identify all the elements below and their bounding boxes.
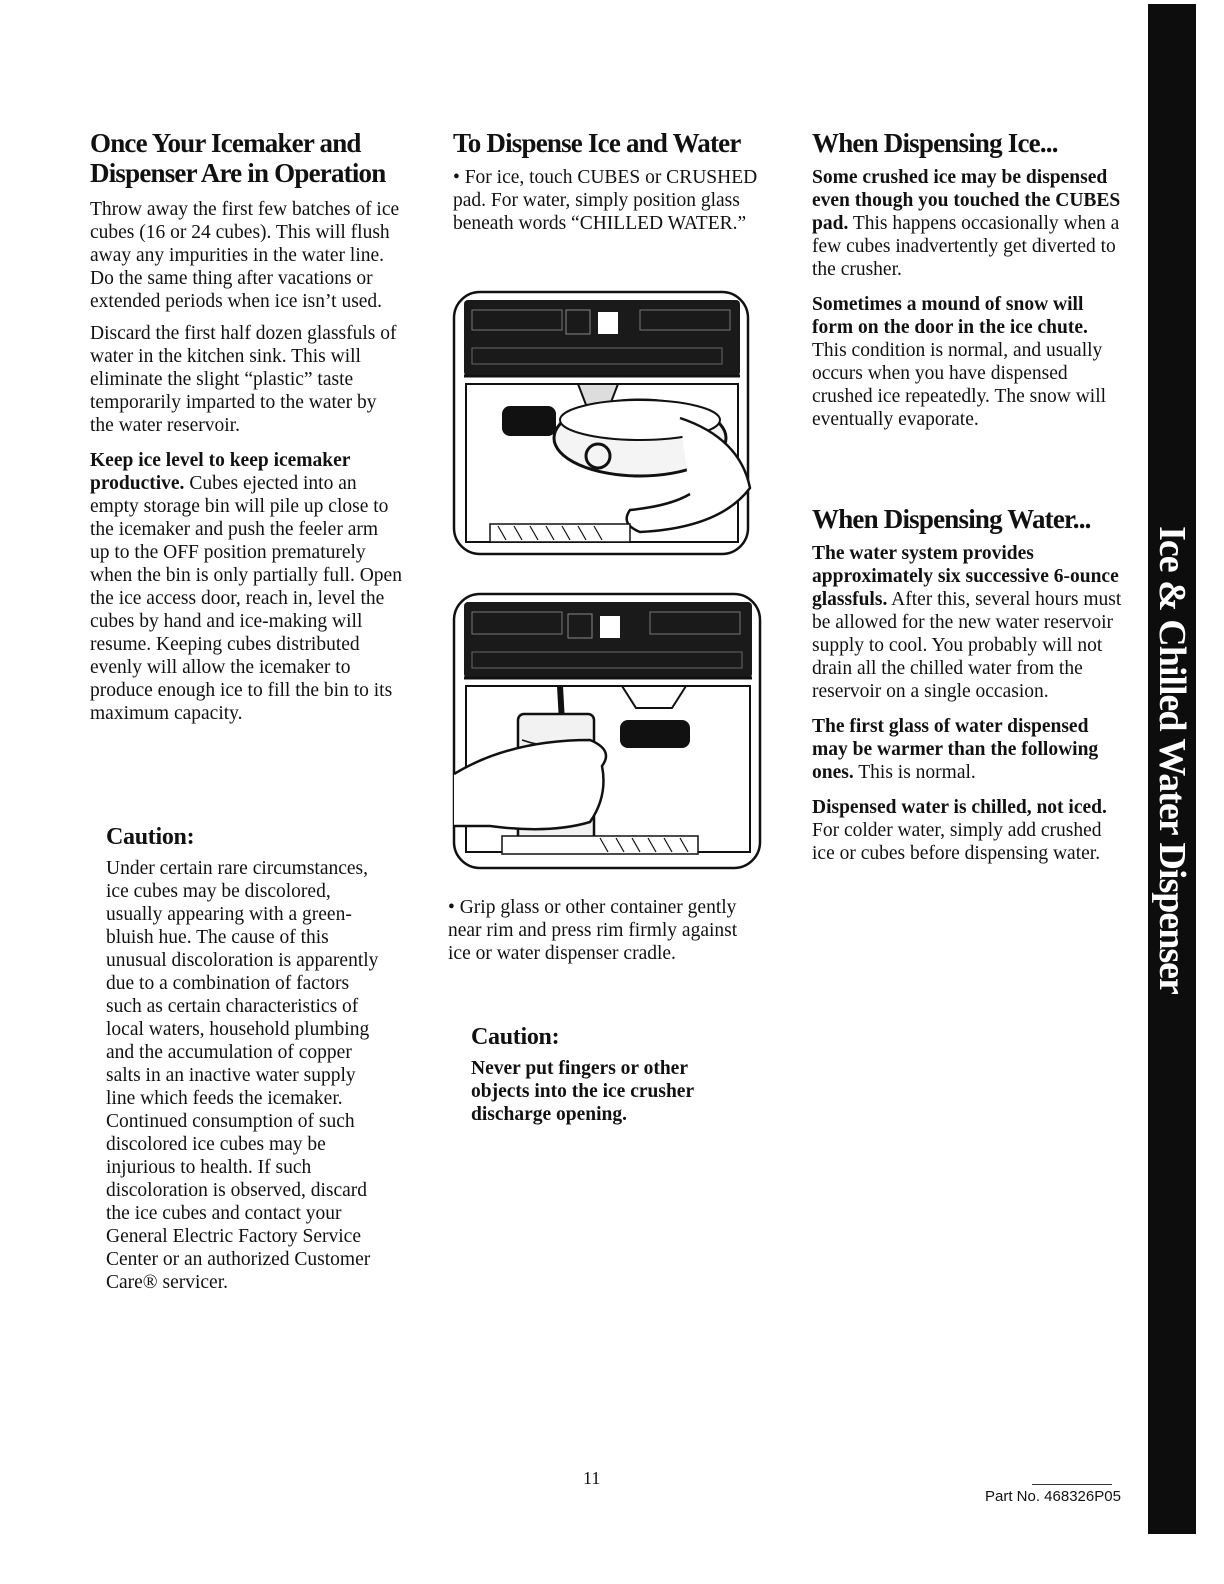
dispensing-water-paragraph-2 (812, 715, 1122, 784)
first-glass-text: This is normal. (853, 762, 976, 783)
operation-paragraph-2: Discard the first half dozen glassfuls of water in the kitchen sink. This will eliminate the slight “plastic” taste temporarily imparted to the water by the water reservoir. (90, 323, 397, 436)
control-panel (464, 300, 740, 376)
snow-mound-text: This condition is normal, and usually occurs when you have dispensed crushed ice repeatedly. The snow will eventually evaporate. (812, 340, 1107, 430)
right-water-column (812, 504, 1122, 865)
operation-heading-line2: Dispenser Are in Operation (90, 158, 386, 188)
dispensing-water-paragraph-1 (812, 542, 1122, 703)
middle-caution-block (471, 1024, 733, 1126)
drip-tray (490, 524, 630, 542)
first-glass-lead: The first glass of water dispensed may be warmer than the following ones. (812, 716, 1099, 783)
middle-caution-text: Never put fingers or other objects into the ice crusher discharge opening. (471, 1058, 694, 1125)
middle-lower-column (448, 896, 738, 965)
middle-column (453, 128, 761, 235)
dispensing-water-heading: When Dispensing Water... (812, 504, 1091, 534)
water-dispensing-illustration (450, 590, 766, 874)
snow-mound-lead: Sometimes a mound of snow will form on the door in the ice chute. (812, 294, 1088, 338)
left-caution-text: Under certain rare circumstances, ice cubes may be discolored, usually appearing with a green-bluish hue. The cause of this unusual discoloration is apparently due to a combination of factors such as certain characteristics of local waters, household plumbing and the accumulation of copper salts in an inactive water supply line which feeds the icemaker. Continued consumption of such discolored ice cubes may be injurious to health. If such discoloration is observed, discard the ice cubes and contact your General Electric Factory Service Center or an authorized Customer Care® servicer. (106, 858, 379, 1293)
left-caution-heading: Caution: (106, 824, 195, 850)
left-column (90, 128, 402, 725)
dispense-bullet-1: • For ice, touch CUBES or CRUSHED pad. For water, simply position glass beneath words “CHILLED WATER.” (453, 167, 758, 234)
water-capacity-lead: The water system provides approximately six successive 6-ounce glassfuls. (812, 543, 1119, 610)
operation-heading (90, 128, 402, 188)
water-capacity-text: After this, several hours must be allowed for the new water reservoir supply to cool. You probably will not drain all the chilled water from the reservoir on a single occasion. (812, 589, 1122, 702)
operation-paragraph-3 (90, 449, 402, 725)
middle-caution-heading: Caution: (471, 1024, 560, 1050)
crushed-ice-lead: Some crushed ice may be dispensed even though you touched the CUBES pad. (812, 167, 1121, 234)
section-tab-title: Ice & Chilled Water Dispenser (1151, 526, 1193, 994)
part-number: Part No. 468326P05 (985, 1488, 1121, 1505)
left-caution-block (106, 824, 386, 1294)
dispensing-ice-heading: When Dispensing Ice... (812, 128, 1058, 158)
operation-heading-line1: Once Your Icemaker and (90, 128, 361, 158)
part-number-rule (1032, 1484, 1112, 1485)
control-panel (464, 602, 752, 678)
crushed-ice-text: This happens occasionally when a few cubes inadvertently get diverted to the crusher. (812, 213, 1120, 280)
dispensing-ice-paragraph-1 (812, 166, 1122, 281)
page-number: 11 (583, 1468, 601, 1488)
ice-level-text: Cubes ejected into an empty storage bin will pile up close to the icemaker and push the feeler arm up to the OFF position prematurely when the bin is only partially full. Open the ice access door, reach in, level the cubes by hand and ice-making will resume. Keeping cubes distributed evenly will allow the icemaker to produce enough ice to fill the bin to its maximum capacity. (90, 473, 402, 724)
dispense-heading: To Dispense Ice and Water (453, 128, 741, 158)
chilled-water-lead: Dispensed water is chilled, not iced. (812, 797, 1107, 818)
dispensing-water-paragraph-3 (812, 796, 1122, 865)
operation-paragraph-1: Throw away the first few batches of ice cubes (16 or 24 cubes). This will flush away any impurities in the water line. Do the same thing after vacations or extended periods when ice isn’t used. (90, 199, 400, 312)
ice-level-lead: Keep ice level to keep icemaker productive. (90, 450, 351, 494)
dispense-bullet-2: • Grip glass or other container gently near rim and press rim firmly against ice or water dispenser cradle. (448, 897, 738, 964)
display-light-icon (600, 616, 620, 638)
ice-dispensing-illustration (450, 288, 762, 560)
display-light-icon (598, 312, 618, 334)
right-column (812, 128, 1122, 431)
chilled-water-text: For colder water, simply add crushed ice or cubes before dispensing water. (812, 820, 1102, 864)
dispensing-ice-paragraph-2 (812, 293, 1122, 431)
